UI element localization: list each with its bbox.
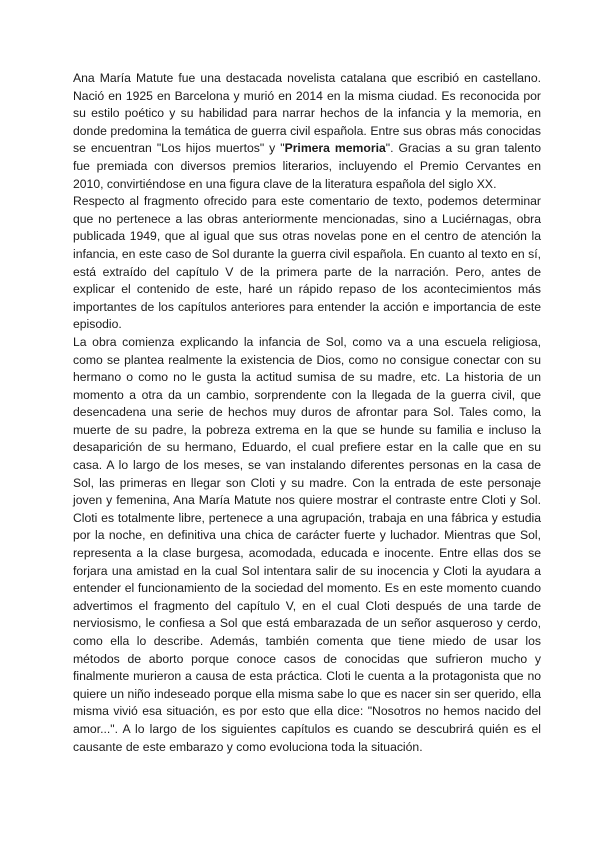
paragraph-author-intro bbox=[73, 70, 541, 193]
document-body bbox=[73, 70, 541, 756]
paragraph-fragment-context: Respecto al fragmento ofrecido para este comentario de texto, podemos determinar que no pertenece a las obras anteriormente mencionadas, sino a Luciérnagas, obra publicada 1949, que al igual que sus otras novelas pone en el centro de atención la infancia, en este caso de Sol durante la guerra civil española. En cuanto al texto en sí, está extraído del capítulo V de la primera parte de la narración. Pero, antes de explicar el contenido de este, haré un rápido repaso de los acontecimientos más importantes de los capítulos anteriores para entender la acción e importancia de este episodio. bbox=[73, 194, 541, 332]
paragraph-author-intro-text-end: ". Gracias a su gran talento fue premiada con diversos premios literarios, incluyendo el Premio Cervantes en 2010, convirtiéndose en una figura clave de la literatura española del siglo XX. bbox=[73, 141, 541, 191]
paragraph-plot-summary: La obra comienza explicando la infancia de Sol, como va a una escuela religiosa, como se plantea realmente la existencia de Dios, como no consigue conectar con su hermano o como no le gusta la actitud sumisa de su madre, etc. La historia de un momento a otra da un cambio, sorprendente con la llegada de la guerra civil, que desencadena una serie de hechos muy duros de afrontar para Sol. Tales como, la muerte de su padre, la pobreza extrema en la que se hunde su familia e incluso la desaparición de su hermano, Eduardo, el cual prefiere estar en la calle que en su casa. A lo largo de los meses, se van instalando diferentes personas en la casa de Sol, las primeras en llegar son Cloti y su madre. Con la entrada de este personaje joven y femenina, Ana María Matute nos quiere mostrar el contraste entre Cloti y Sol. Cloti es totalmente libre, pertenece a una agrupación, trabaja en una fábrica y estudia por la noche, en definitiva una chica de carácter fuerte y luchador. Mientras que Sol, representa a la clase burgesa, acomodada, educada e inocente. Entre ellas dos se forjara una amistad en la cual Sol intentara salir de su inocencia y Cloti la ayudara a entender el funcionamiento de la sociedad del momento. Es en este momento cuando advertimos el fragmento del capítulo V, en el cual Cloti después de una tarde de nerviosismo, le confiesa a Sol que está embarazada de un señor asqueroso y cerdo, como ella lo describe. Además, también comenta que tiene miedo de usar los métodos de aborto porque conoce casos de conocidas que sufrieron mucho y finalmente murieron a causa de esta práctica. Cloti le cuenta a la protagonista que no quiere un niño indeseado porque ella misma sabe lo que es nacer sin ser querido, ella misma vivió esa situación, es por esto que ella dice: "Nosotros no hemos nacido del amor...". A lo largo de los siguientes capítulos es cuando se descubrirá quién es el causante de este embarazo y como evoluciona toda la situación. bbox=[73, 334, 541, 754]
paragraph-author-intro-text: Ana María Matute fue una destacada novelista catalana que escribió en castellano. Nació en 1925 en Barcelona y murió en 2014 en la misma ciudad. Es reconocida por su estilo poético y su habilidad para narrar hechos de la infancia y la memoria, en donde predomina la temática de guerra civil española. Entre sus obras más conocidas se encuentran "Los hijos muertos" y " bbox=[73, 71, 541, 156]
bold-title-primera-memoria: Primera memoria bbox=[284, 141, 386, 156]
